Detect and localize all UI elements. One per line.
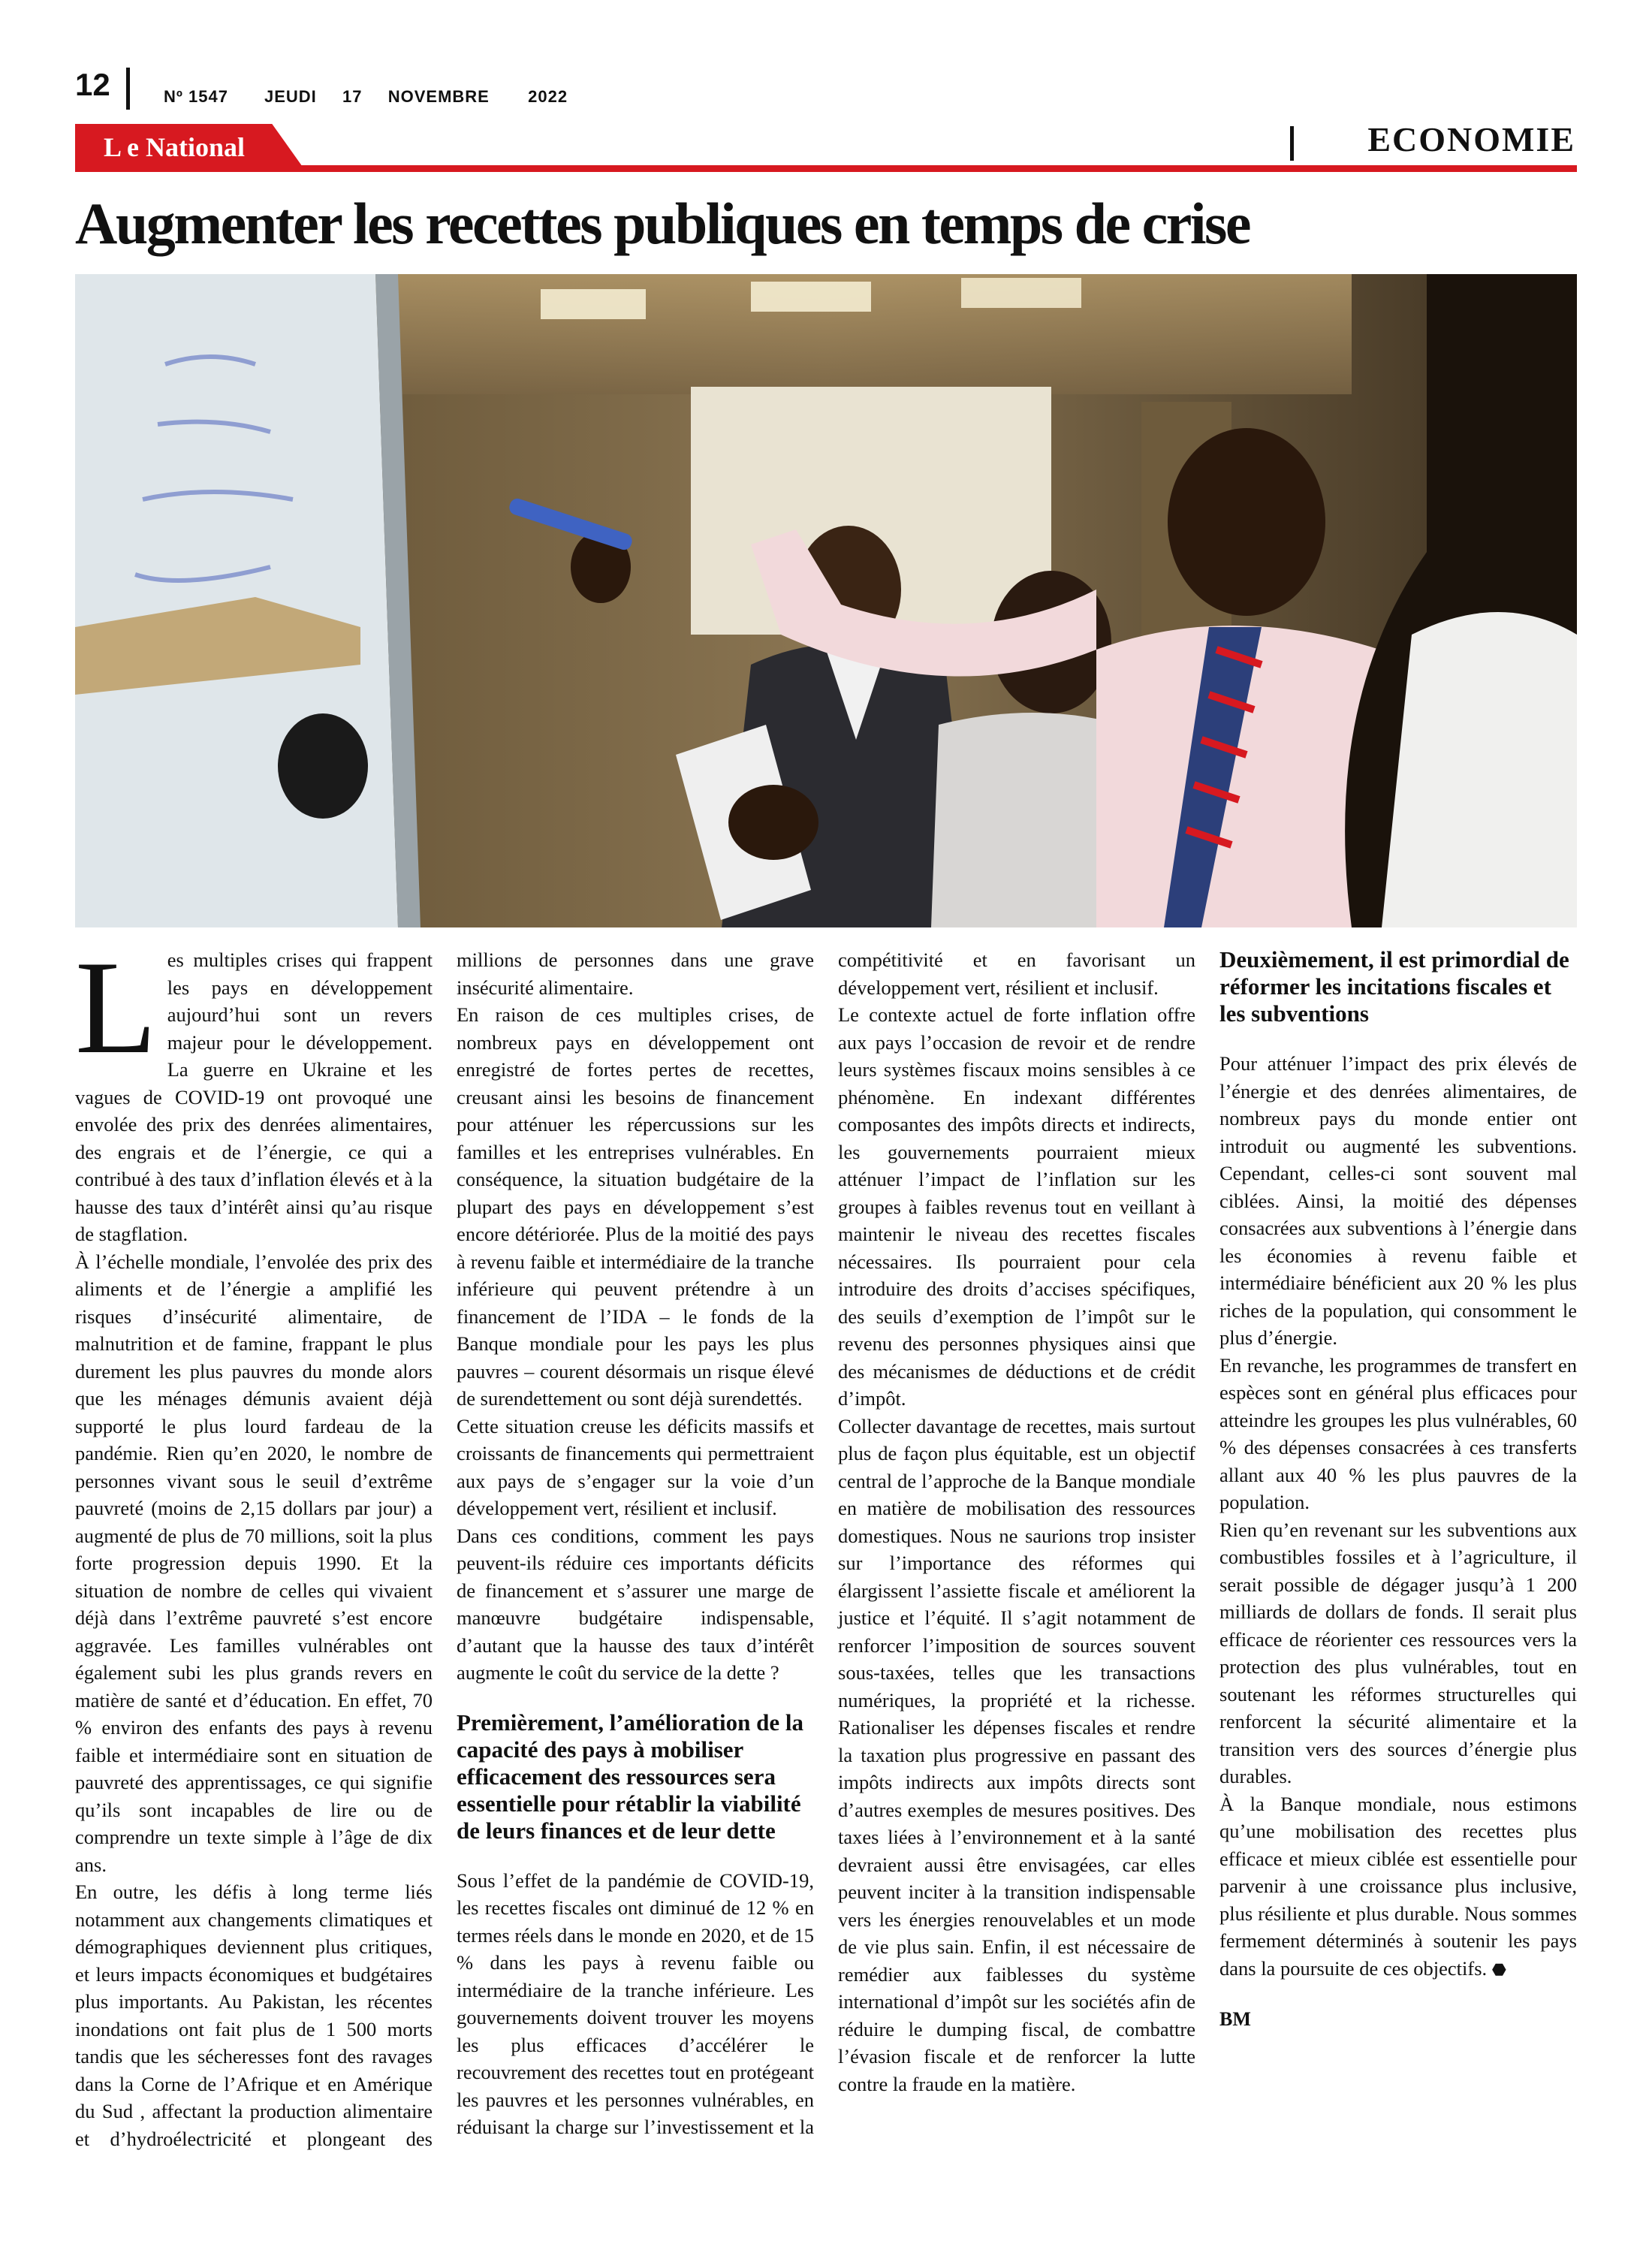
header-rule	[75, 165, 1577, 172]
paragraph-intro-3: En outre, les défis à long terme liés notamment aux changements climatiques et démographiques deviennent plus critiques, et leurs impacts économiques et budgétaires plus importants. Au Pakistan, les récentes inondations ont fait plus de 1 500 morts tandis que les sécheresses font des ravages dans la Corne de l’Afrique et en Amérique du Sud , affectant la production alimentaire et d’hydroélectricité et plongeant des millions de personnes dans une grave insécurité alimentaire.	[75, 949, 814, 2150]
paragraph-intro-6: Dans ces conditions, comment les pays peuvent-ils réduire ces importants déficits de financement et s’assurer une marge de manœuvre budgétaire indispensable, d’autant que la hausse des taux d’intérêt augmente le coût du service de la dette ?	[457, 1524, 814, 1684]
issue-number: Nº 1547	[164, 87, 228, 106]
subhead-first: Premièrement, l’amélioration de la capacité des pays à mobiliser efficacement des ressources sera essentielle pour rétablir la viabilité de leurs finances et de leur dette	[457, 1709, 803, 1844]
paragraph-intro-1: Les multiples crises qui frappent les pays en développement aujourd’hui sont un revers majeur pour le développement. La guerre en Ukraine et les vagues de COVID-19 ont provoqué une envolée des prix des denrées alimentaires, des engrais et de l’énergie, ce qui a contribué à des taux d’inflation élevés et à la hausse des taux d’intérêt ainsi qu’au risque de stagflation.	[75, 933, 433, 1245]
section-divider	[1290, 126, 1294, 161]
paragraph-part1-1: Sous l’effet de la pandémie de COVID-19, les recettes fiscales ont diminué de 12 % en termes réels dans le monde en 2020, et de 15 % dans les pays à revenu faible ou intermédiaire de la tranche inférieure. Les gouvernements doivent trouver les moyens les plus efficaces d’accélérer le recouvrement des recettes tout en protégeant les pauvres et les personnes vulnérables, en réduisant la charge sur l’investissement et la compétitivité et en favorisant un développement vert, résilient et inclusif.	[457, 949, 1195, 2138]
paragraph-part1-3: Collecter davantage de recettes, mais surtout plus de façon plus équitable, est un objectif central de l’approche de la Banque mondiale en matière de mobilisation des ressources domestiques. Nous ne saurions trop insister sur l’importance des réformes qui élargissent l’assiette fiscale et améliorent la justice et l’équité. Il s’agit notamment de renforcer l’imposition de sources souvent sous-taxées, telles que les transactions numériques, la propriété et la richesse. Rationaliser les dépenses fiscales et rendre la taxation plus progressive en passant des impôts indirects aux impôts directs sont d’autres exemples de mesures positives. Des taxes liées à l’environnement et à la santé devraient aussi être envisagées, car elles peuvent inciter à la transition indispensable vers les énergies renouvelables et un mode de vie plus sain. Enfin, il est nécessaire de remédier aux faiblesses du système international d’impôt sur les sociétés afin de réduire le dumping fiscal, de combattre l’évasion fiscale et de renforcer la lutte contre la fraude en la matière.	[838, 1414, 1195, 2095]
paragraph-part2-3: Rien qu’en revenant sur les subventions aux combustibles fossiles et à l’agriculture, il serait possible de dégager jusqu’à 1 200 milliards de dollars de fonds. Il serait plus efficace de réorienter ces ressources vers la protection des plus vulnérables, tout en soutenant les réformes structurelles qui renforcent la sécurité alimentaire et la transition vers des sources d’énergie plus durables.	[1219, 1518, 1577, 1787]
article-headline: Augmenter les recettes publiques en temps de crise	[75, 191, 1250, 256]
drop-cap: L	[75, 933, 157, 1081]
photo-meeting-whiteboard-icon	[75, 274, 1577, 927]
article-body	[75, 933, 1577, 2163]
paragraph-part2-1: Pour atténuer l’impact des prix élevés de l’énergie et des denrées alimentaires, de nombreux pays du monde entier ont introduit ou augmenté les subventions. Cependant, celles-ci sont souvent mal ciblées. Ainsi, la moitié des dépenses consacrées aux subventions à l’énergie dans les économies à revenu faible et intermédiaire bénéficient aux 20 % les plus riches de la population, qui consomment le plus d’énergie.	[1219, 1052, 1577, 1349]
paragraph-intro-5: Cette situation creuse les déficits massifs et croissants de financements qui permettraient aux pays de s’engager sur la voie d’un développement vert, résilient et inclusif.	[457, 1414, 814, 1519]
paragraph-intro-2: À l’échelle mondiale, l’envolée des prix des aliments et de l’énergie a amplifié les risques d’insécurité alimentaire, de malnutrition et de famine, frappant le plus durement les plus pauvres du monde alors que les ménages démunis avaient déjà supporté le plus lourd fardeau de la pandémie. Rien qu’en 2020, le nombre de personnes vivant sous le seuil d’extrême pauvreté (moins de 2,15 dollars par jour) a augmenté de plus de 70 millions, soit la plus forte progression depuis 1990. Et la situation de nombre de celles qui vivaient déjà dans l’extrême pauvreté s’est encore aggravée. Les familles vulnérables ont également subi les plus grands revers en matière de santé et d’éducation. En effet, 70 % environ des enfants des pays à revenu faible et intermédiaire sont en situation de pauvreté des apprentissages, ce qui signifie qu’ils sont incapables de lire ou de comprendre un texte simple à l’âge de dix ans.	[75, 1250, 433, 1876]
paragraph-part2-2: En revanche, les programmes de transfert en espèces sont en général plus efficaces pour atteindre les groupes les plus vulnérables, 60 % des dépenses consacrées à ces transferts allant aux 40 % les plus pauvres de la population.	[1219, 1353, 1577, 1513]
page-number: 12	[75, 67, 110, 102]
end-mark-icon: ⬣	[1491, 1959, 1507, 1979]
paragraph-part1-2: Le contexte actuel de forte inflation offre aux pays l’occasion de revoir et de rendre leurs systèmes fiscaux moins sensibles à ce phénomène. En indexant différentes composantes des impôts directs et indirects, les gouvernements pourraient mieux atténuer l’impact de l’inflation sur les groupes à faibles revenus tout en veillant à maintenir le niveau des recettes fiscales nécessaires. Ils pourraient pour cela introduire des droits d’accises spécifiques, des seuils d’exemption de l’impôt sur le revenu des personnes physiques ainsi que des mécanismes de déductions et de crédit d’impôt.	[838, 1003, 1195, 1410]
paragraph-final: À la Banque mondiale, nous estimons qu’une mobilisation des recettes plus efficace et mieux ciblée est essentielle pour parvenir à une croissance plus inclusive, plus résiliente et plus durable. Nous sommes fermement déterminés à soutenir les pays dans la poursuite de ces objectifs. ⬣	[1219, 1792, 1577, 1980]
paragraph-intro-4: En raison de ces multiples crises, de nombreux pays en développement ont enregistré de fortes pertes de recettes, creusant ainsi les besoins de financement pour atténuer les répercussions sur les familles et les entreprises vulnérables. En conséquence, la situation budgétaire de la plupart des pays en développement s’est encore détériorée. Plus de la moitié des pays à revenu faible et intermédiaire de la tranche inférieure qui peuvent prétendre à un financement de l’IDA – le fonds de la Banque mondiale pour les pays les plus pauvres – courent désormais un risque élevé de surendettement ou sont déjà surendettés.	[457, 1003, 814, 1410]
page-number-divider	[126, 68, 130, 110]
subhead-second: Deuxièmement, il est primordial de réformer les incitations fiscales et les subventions	[1219, 946, 1569, 1027]
issue-date: JEUDI 17 NOVEMBRE 2022	[264, 87, 568, 106]
section-title: ECONOMIE	[1367, 120, 1575, 158]
author-signature: BM	[1219, 2008, 1251, 2030]
brand-name: L e National	[104, 132, 246, 162]
